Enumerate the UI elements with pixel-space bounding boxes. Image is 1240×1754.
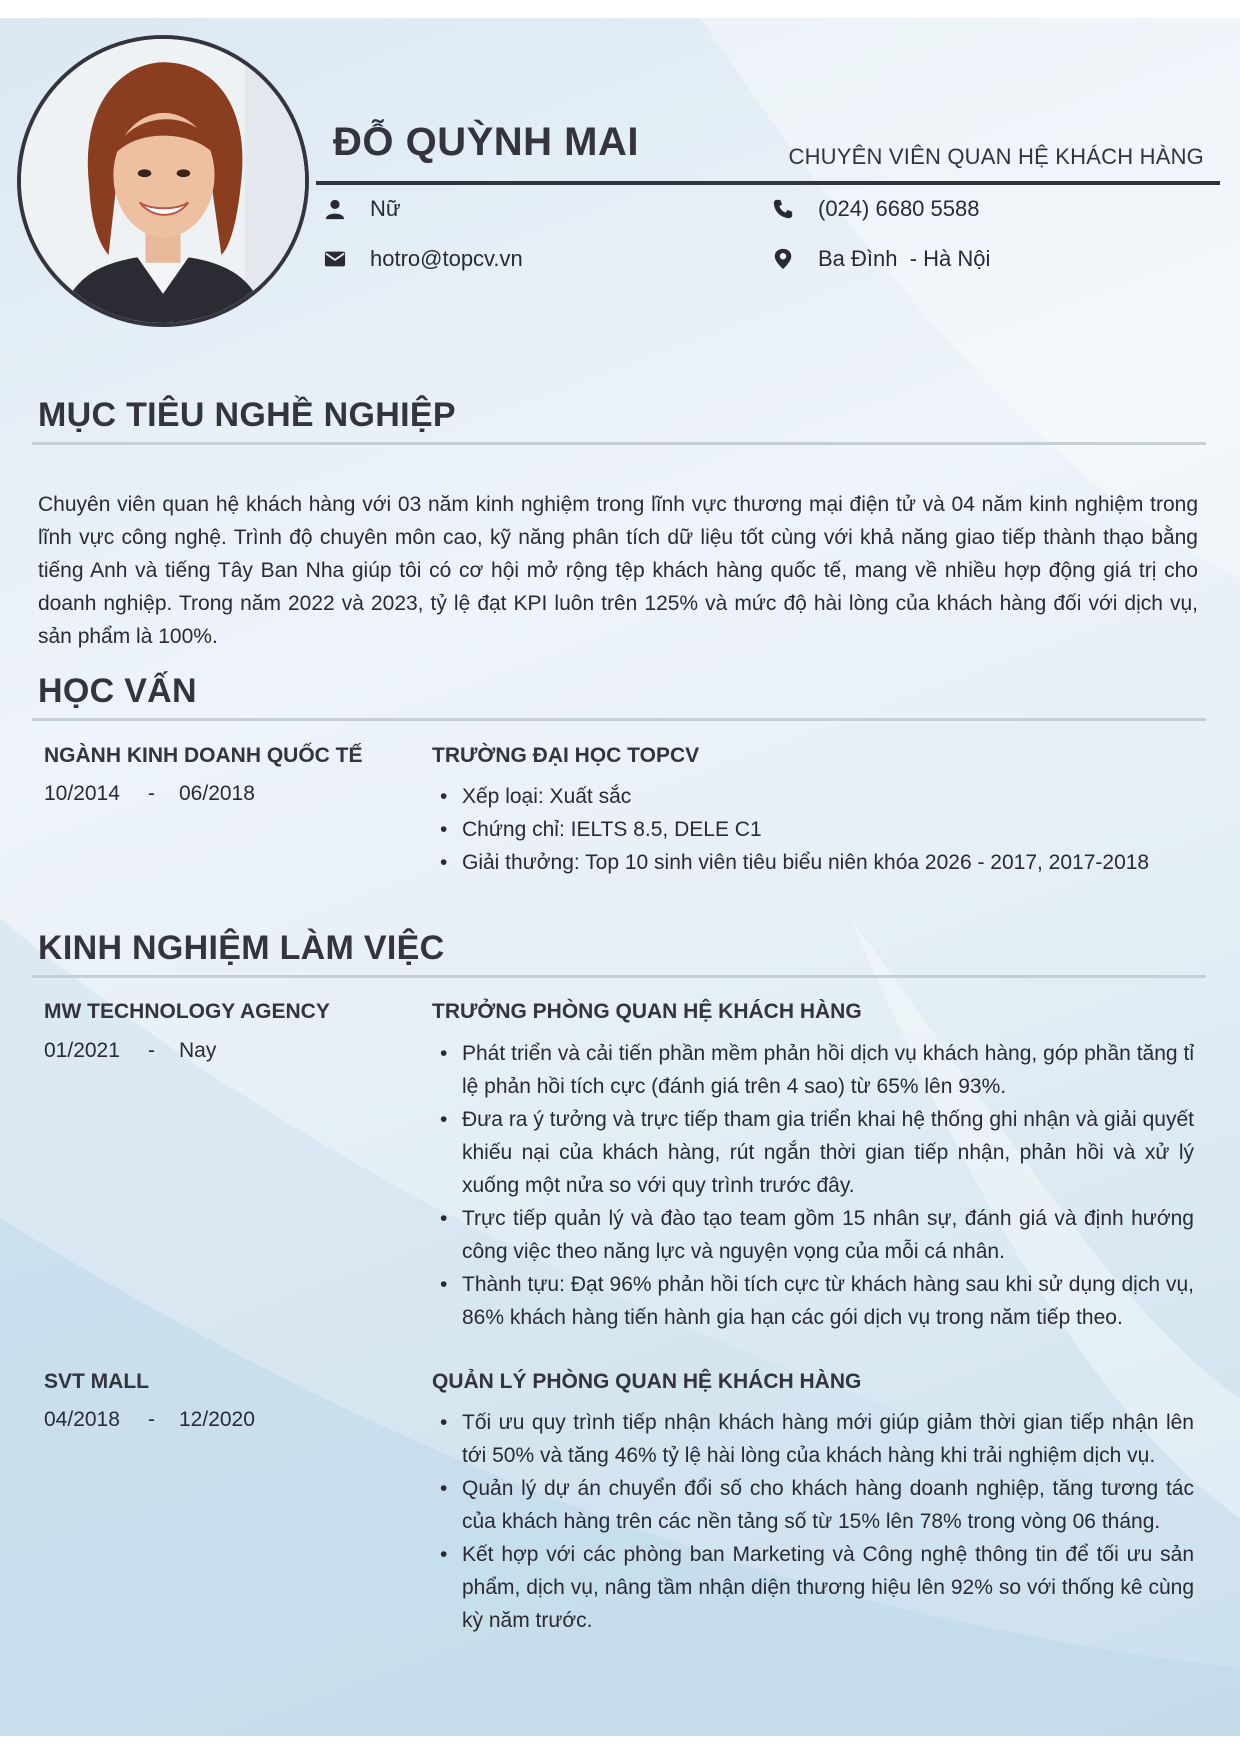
date-end: 12/2020 bbox=[179, 1408, 255, 1431]
date-start: 04/2018 bbox=[44, 1408, 120, 1431]
header-divider bbox=[316, 181, 1220, 185]
section-divider bbox=[32, 975, 1206, 978]
date-separator: - bbox=[148, 1408, 155, 1431]
job-position: QUẢN LÝ PHÒNG QUAN HỆ KHÁCH HÀNG bbox=[432, 1370, 862, 1393]
list-item: • Kết hợp với các phòng ban Marketing và Công nghệ thông tin để tối ưu sản phẩm, dịch vụ, nâng tầm nhận diện thương hiệu lên 92% so với thống kê cùng kỳ năm trước. bbox=[432, 1538, 1194, 1637]
candidate-name: ĐỖ QUỲNH MAI bbox=[333, 120, 639, 164]
section-divider bbox=[32, 718, 1206, 721]
list-item: • Trực tiếp quản lý và đào tạo team gồm 15 nhân sự, đánh giá và định hướng công việc theo năng lực và nguyện vọng của mỗi cá nhân. bbox=[432, 1202, 1194, 1268]
date-end: Nay bbox=[179, 1039, 217, 1062]
section-title-objective: MỤC TIÊU NGHỀ NGHIỆP bbox=[38, 396, 456, 434]
date-end: 06/2018 bbox=[179, 782, 255, 805]
contact-gender bbox=[324, 196, 401, 222]
section-title-education: HỌC VẤN bbox=[38, 672, 197, 710]
phone-icon bbox=[772, 198, 794, 220]
list-item: • Đưa ra ý tưởng và trực tiếp tham gia triển khai hệ thống ghi nhận và giải quyết khiếu nại của khách hàng, rút ngắn thời gian tiếp nhận, phản hồi và xử lý xuống một nửa so với quy trình trước đây. bbox=[432, 1103, 1194, 1202]
gender-value: Nữ bbox=[370, 196, 401, 221]
education-major: NGÀNH KINH DOANH QUỐC TẾ bbox=[44, 744, 363, 767]
address-value: Ba Đình - Hà Nội bbox=[818, 246, 991, 271]
contact-email bbox=[324, 246, 523, 272]
user-icon bbox=[324, 198, 346, 220]
map-pin-icon bbox=[772, 248, 794, 270]
job-position: TRƯỞNG PHÒNG QUAN HỆ KHÁCH HÀNG bbox=[432, 1000, 862, 1023]
section-title-experience: KINH NGHIỆM LÀM VIỆC bbox=[38, 929, 445, 967]
list-item: • Phát triển và cải tiến phần mềm phản hồi dịch vụ khách hàng, góp phần tăng tỉ lệ phản hồi tích cực (đánh giá trên 4 sao) từ 65% lên 93%. bbox=[432, 1037, 1194, 1103]
list-item: • Quản lý dự án chuyển đổi số cho khách hàng doanh nghiệp, tăng tương tác của khách hàng trên các nền tảng số từ 15% lên 78% trong vòng 06 tháng. bbox=[432, 1472, 1194, 1538]
section-divider bbox=[32, 442, 1206, 445]
job-bullets bbox=[432, 1037, 1194, 1334]
contact-address bbox=[772, 246, 990, 272]
job-company: MW TECHNOLOGY AGENCY bbox=[44, 1000, 330, 1023]
date-start: 10/2014 bbox=[44, 782, 120, 805]
education-school: TRƯỜNG ĐẠI HỌC TOPCV bbox=[432, 744, 700, 767]
contact-phone bbox=[772, 196, 979, 222]
list-item: • Xếp loại: Xuất sắc bbox=[432, 780, 1194, 813]
education-bullets bbox=[432, 780, 1194, 879]
date-separator: - bbox=[148, 1039, 155, 1062]
job-bullets bbox=[432, 1406, 1194, 1637]
profile-photo bbox=[17, 35, 309, 327]
list-item: • Thành tựu: Đạt 96% phản hồi tích cực từ khách hàng sau khi sử dụng dịch vụ, 86% khách hàng tiến hành gia hạn các gói dịch vụ trong năm tiếp theo. bbox=[432, 1268, 1194, 1334]
job-title: CHUYÊN VIÊN QUAN HỆ KHÁCH HÀNG bbox=[788, 144, 1204, 169]
email-value[interactable]: hotro@topcv.vn bbox=[370, 246, 523, 271]
avatar-portrait bbox=[21, 39, 305, 323]
phone-value[interactable]: (024) 6680 5588 bbox=[818, 196, 980, 221]
list-item: • Chứng chỉ: IELTS 8.5, DELE C1 bbox=[432, 813, 1194, 846]
cv-page bbox=[0, 18, 1240, 1736]
objective-text: Chuyên viên quan hệ khách hàng với 03 năm kinh nghiệm trong lĩnh vực thương mại điện tử và 04 năm kinh nghiệm trong lĩnh vực công nghệ. Trình độ chuyên môn cao, kỹ năng phân tích dữ liệu tốt cùng với khả năng giao tiếp thành thạo bằng tiếng Anh và tiếng Tây Ban Nha giúp tôi có cơ hội mở rộng tệp khách hàng quốc tế, mang về nhiều hợp động giá trị cho doanh nghiệp. Trong năm 2022 và 2023, tỷ lệ đạt KPI luôn trên 125% và mức độ hài lòng của khách hàng đối với dịch vụ, sản phẩm là 100%. bbox=[38, 493, 1198, 648]
date-start: 01/2021 bbox=[44, 1039, 120, 1062]
envelope-icon bbox=[324, 248, 346, 270]
date-separator: - bbox=[148, 782, 155, 805]
list-item: • Giải thưởng: Top 10 sinh viên tiêu biểu niên khóa 2026 - 2017, 2017-2018 bbox=[432, 846, 1194, 879]
list-item: • Tối ưu quy trình tiếp nhận khách hàng mới giúp giảm thời gian tiếp nhận lên tới 50% và tăng 46% tỷ lệ hài lòng của khách hàng khi trải nghiệm dịch vụ. bbox=[432, 1406, 1194, 1472]
job-company: SVT MALL bbox=[44, 1370, 149, 1393]
